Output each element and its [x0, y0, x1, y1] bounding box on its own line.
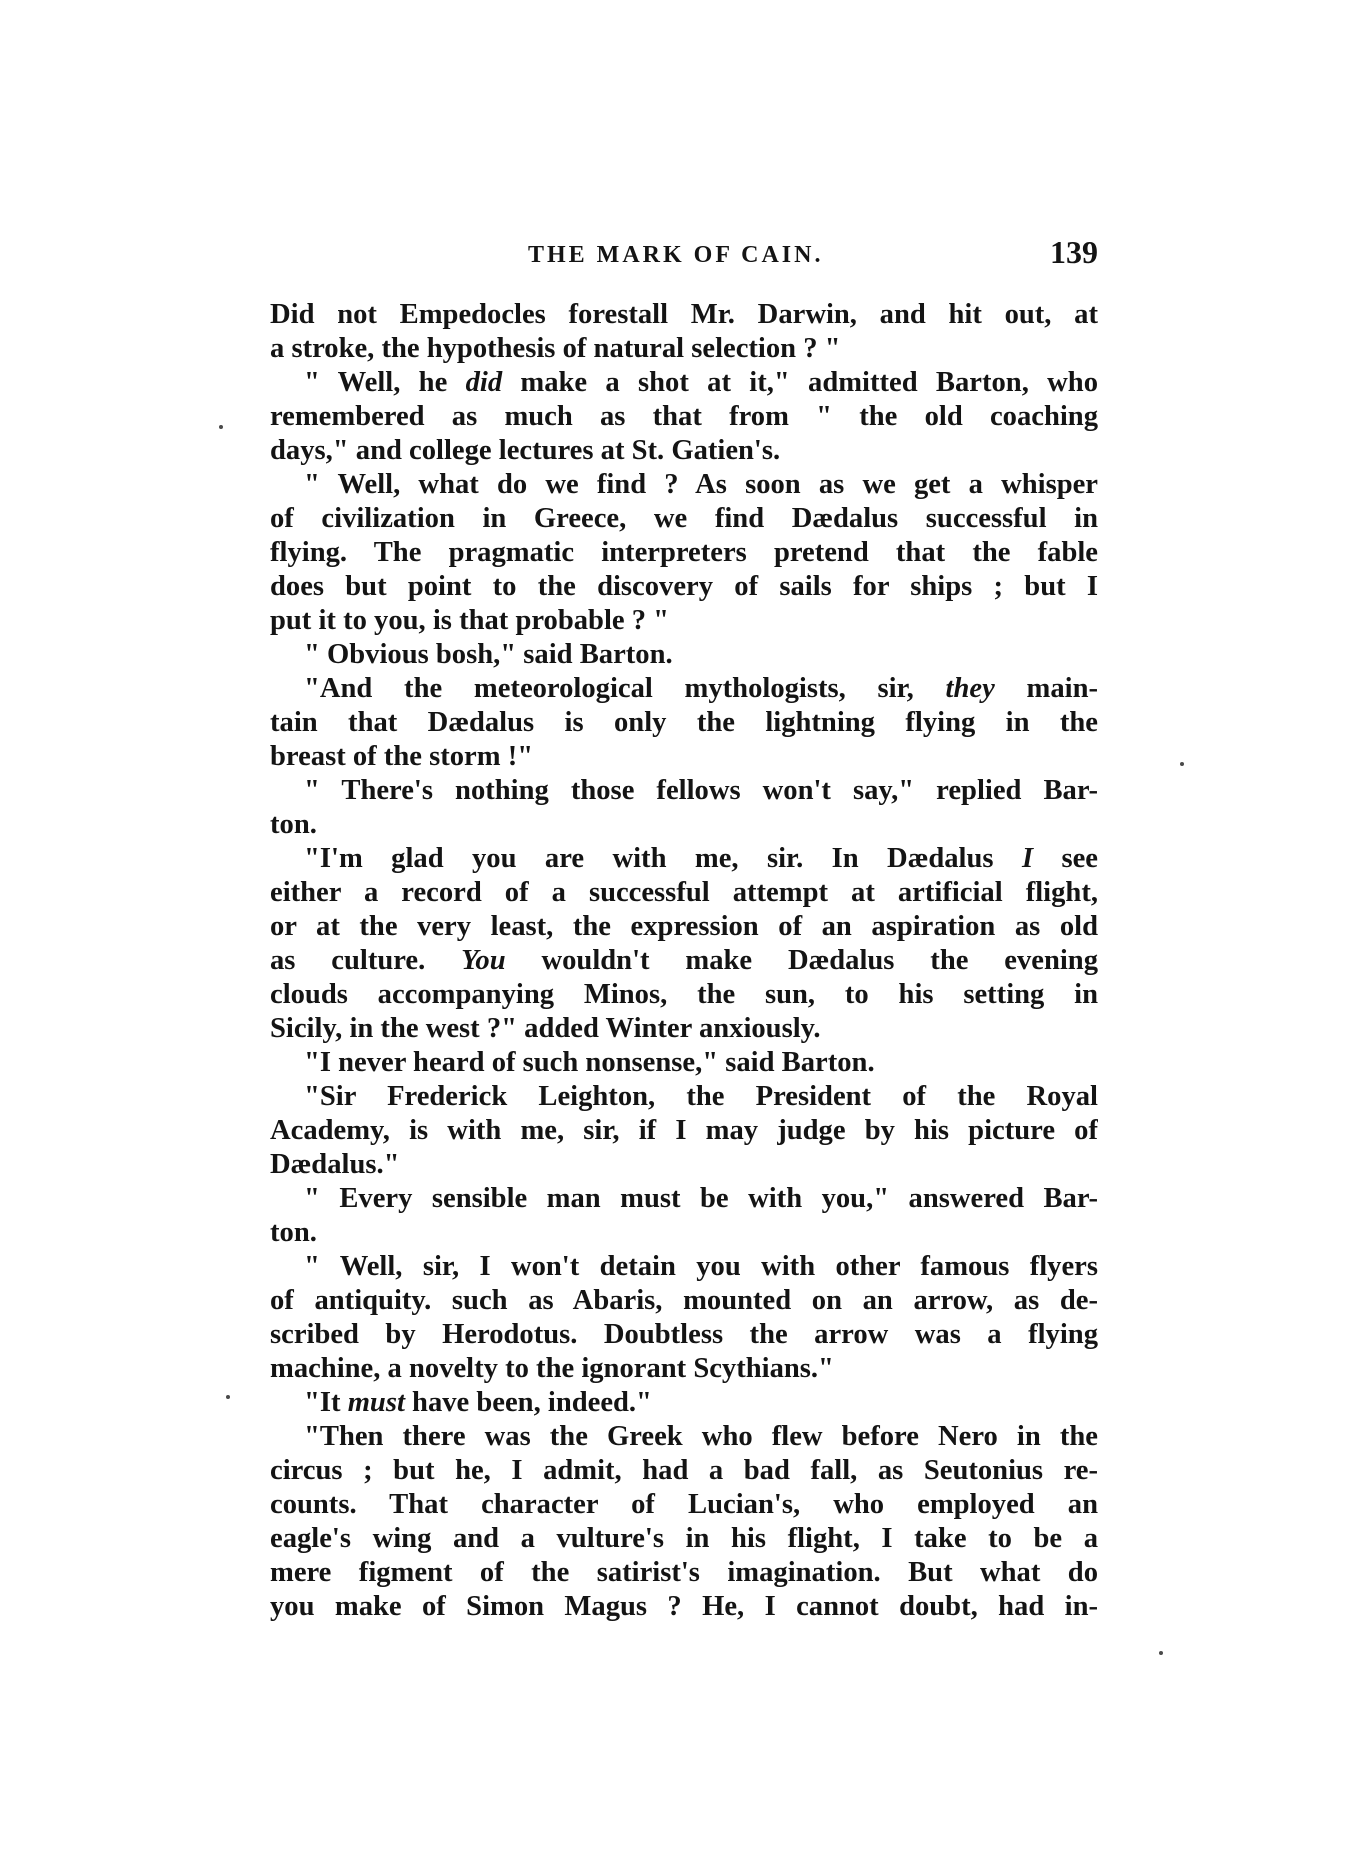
line-text: clouds accompanying Minos, the sun, to his setting in: [270, 979, 1098, 1010]
line-text: circus ; but he, I admit, had a bad fall, as Seutonius re-: [270, 1455, 1098, 1486]
line-text: "Sir Frederick Leighton, the President of the Royal: [304, 1081, 1098, 1112]
line-text: of antiquity. such as Abaris, mounted on an arrow, as de-: [270, 1285, 1098, 1316]
line-text: "I never heard of such nonsense," said Barton.: [304, 1047, 875, 1078]
line-text: " Every sensible man must be with you," answered Bar-: [304, 1183, 1098, 1214]
body-text: [270, 298, 1098, 1624]
line-text: mere figment of the satirist's imagination. But what do: [270, 1557, 1098, 1588]
text-line: [270, 1522, 1098, 1556]
line-text: scribed by Herodotus. Doubtless the arrow was a flying: [270, 1319, 1098, 1350]
line-text: Sicily, in the west ?" added Winter anxiously.: [270, 1013, 821, 1044]
print-speck: [219, 425, 223, 429]
text-line: [270, 502, 1098, 536]
print-speck: [1159, 1651, 1163, 1655]
italic-text: they: [945, 673, 995, 704]
line-text: Did not Empedocles forestall Mr. Darwin, and hit out, at: [270, 299, 1098, 330]
text-line: [270, 1318, 1098, 1352]
line-text: put it to you, is that probable ? ": [270, 605, 670, 636]
line-text: see: [1033, 843, 1098, 874]
text-line: [270, 1148, 1098, 1182]
print-speck: [226, 1395, 230, 1399]
text-line: [270, 1556, 1098, 1590]
line-text: remembered as much as that from " the old coaching: [270, 401, 1098, 432]
text-line: [270, 1590, 1098, 1624]
italic-text: did: [465, 367, 503, 398]
text-line: [270, 536, 1098, 570]
line-text: " Well, he: [304, 367, 466, 398]
text-line: [270, 1284, 1098, 1318]
page-number: 139: [1050, 234, 1098, 270]
line-text: make a shot at it," admitted Barton, who: [502, 367, 1098, 398]
text-line: [270, 944, 1098, 978]
line-text: "I'm glad you are with me, sir. In Dædalus: [304, 843, 1022, 874]
page-header: [270, 234, 1098, 280]
line-text: ton.: [270, 809, 317, 840]
line-text: either a record of a successful attempt at artificial flight,: [270, 877, 1098, 908]
line-text: Dædalus.": [270, 1149, 400, 1180]
line-text: counts. That character of Lucian's, who employed an: [270, 1489, 1098, 1520]
text-line: [270, 672, 1098, 706]
text-line: [270, 1012, 1098, 1046]
text-line: [270, 1046, 1098, 1080]
running-title: THE MARK OF CAIN.: [528, 242, 824, 268]
line-text: eagle's wing and a vulture's in his flight, I take to be a: [270, 1523, 1098, 1554]
text-line: [270, 1216, 1098, 1250]
text-line: [270, 468, 1098, 502]
line-text: have been, indeed.": [404, 1387, 652, 1418]
line-text: "And the meteorological mythologists, sir,: [304, 673, 946, 704]
text-line: [270, 1352, 1098, 1386]
line-text: as culture.: [270, 945, 462, 976]
text-line: [270, 604, 1098, 638]
text-line: [270, 1114, 1098, 1148]
text-line: [270, 808, 1098, 842]
line-text: a stroke, the hypothesis of natural selection ? ": [270, 333, 841, 364]
text-line: [270, 910, 1098, 944]
line-text: does but point to the discovery of sails for ships ; but I: [270, 571, 1098, 602]
line-text: " There's nothing those fellows won't say," replied Bar-: [304, 775, 1098, 806]
italic-text: must: [347, 1387, 405, 1418]
line-text: breast of the storm !": [270, 741, 534, 772]
line-text: or at the very least, the expression of an aspiration as old: [270, 911, 1098, 942]
line-text: main-: [994, 673, 1098, 704]
text-line: [270, 740, 1098, 774]
text-line: [270, 434, 1098, 468]
text-line: [270, 638, 1098, 672]
text-line: [270, 1182, 1098, 1216]
text-line: [270, 400, 1098, 434]
text-line: [270, 366, 1098, 400]
line-text: " Well, what do we find ? As soon as we get a whisper: [304, 469, 1098, 500]
text-line: [270, 1386, 1098, 1420]
text-line: [270, 706, 1098, 740]
line-text: tain that Dædalus is only the lightning flying in the: [270, 707, 1098, 738]
italic-text: You: [461, 945, 506, 976]
text-line: [270, 1454, 1098, 1488]
text-line: [270, 978, 1098, 1012]
line-text: days," and college lectures at St. Gatien's.: [270, 435, 781, 466]
text-line: [270, 1488, 1098, 1522]
italic-text: I: [1021, 843, 1034, 874]
text-line: [270, 1080, 1098, 1114]
text-line: [270, 876, 1098, 910]
text-line: [270, 332, 1098, 366]
text-line: [270, 774, 1098, 808]
line-text: "Then there was the Greek who flew before Nero in the: [304, 1421, 1098, 1452]
text-line: [270, 842, 1098, 876]
text-line: [270, 1420, 1098, 1454]
line-text: "It: [304, 1387, 348, 1418]
line-text: " Well, sir, I won't detain you with other famous flyers: [304, 1251, 1098, 1282]
text-line: [270, 570, 1098, 604]
line-text: of civilization in Greece, we find Dædalus successful in: [270, 503, 1098, 534]
text-line: [270, 1250, 1098, 1284]
line-text: machine, a novelty to the ignorant Scythians.": [270, 1353, 834, 1384]
line-text: you make of Simon Magus ? He, I cannot doubt, had in-: [270, 1591, 1098, 1622]
line-text: Academy, is with me, sir, if I may judge by his picture of: [270, 1115, 1098, 1146]
line-text: " Obvious bosh," said Barton.: [304, 639, 673, 670]
print-speck: [1180, 762, 1184, 766]
text-line: [270, 298, 1098, 332]
line-text: flying. The pragmatic interpreters pretend that the fable: [270, 537, 1098, 568]
line-text: ton.: [270, 1217, 317, 1248]
line-text: wouldn't make Dædalus the evening: [505, 945, 1098, 976]
